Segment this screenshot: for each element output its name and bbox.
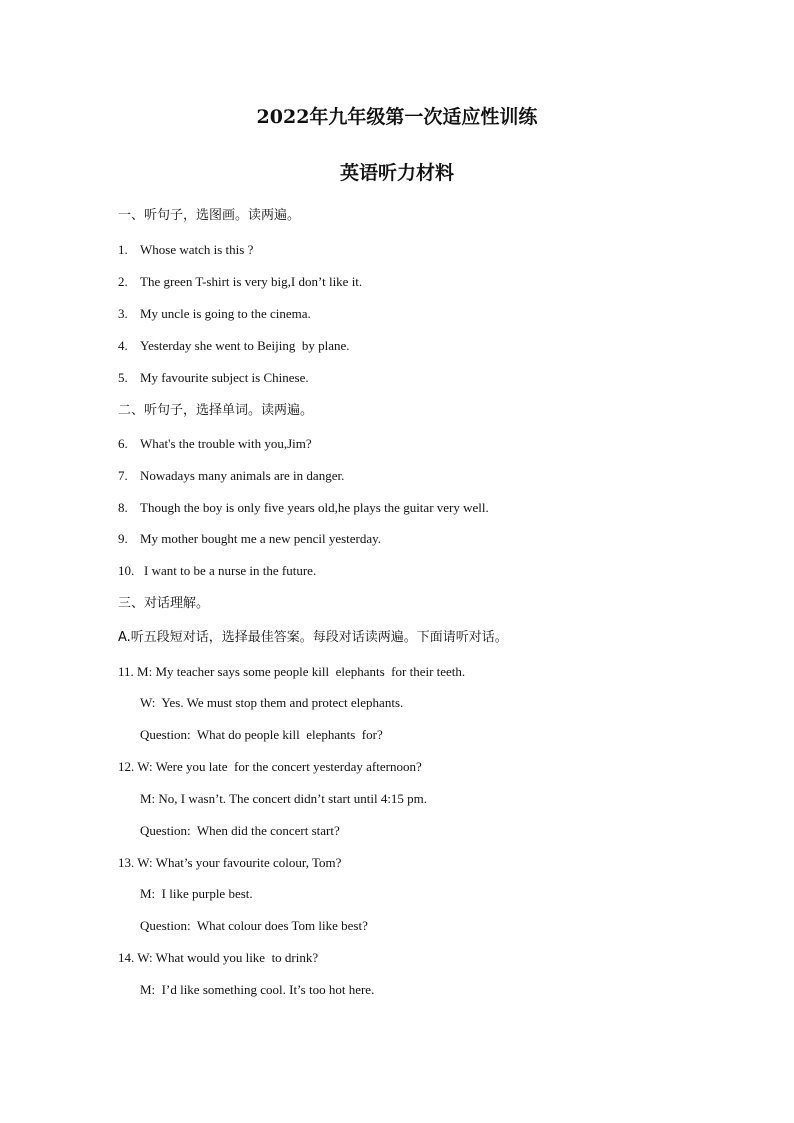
item-number: 3.: [118, 306, 128, 321]
list-item: [118, 370, 309, 386]
item-number: 6.: [118, 436, 128, 451]
item-text: My uncle is going to the cinema.: [140, 306, 311, 321]
dialogue-line: 12. W: Were you late for the concert yesterday afternoon?: [118, 759, 422, 774]
item-number: 1.: [118, 242, 128, 257]
item-number: 4.: [118, 338, 128, 353]
section-heading: 三、对话理解。: [118, 596, 210, 611]
item-text: My mother bought me a new pencil yesterday.: [140, 531, 382, 546]
item-number: 10.: [118, 563, 135, 578]
section-heading: 一、听句子，选图画。读两遍。: [118, 208, 301, 223]
item-text: Yesterday she went to Beijing by plane.: [140, 338, 350, 353]
list-item: [118, 274, 362, 290]
list-item: [118, 531, 381, 547]
dialogue-line: 13. W: What’s your favourite colour, Tom?: [118, 855, 342, 870]
item-text: Though the boy is only five years old,he plays the guitar very well.: [140, 500, 489, 515]
list-item: [118, 436, 312, 452]
section-instruction: A.听五段短对话，选择最佳答案。每段对话读两遍。下面请听对话。: [118, 630, 508, 645]
dialogue-question: Question: When did the concert start?: [140, 823, 340, 838]
item-text: I want to be a nurse in the future.: [144, 563, 317, 578]
page-subtitle: 英语听力材料: [339, 162, 454, 184]
dialogue-line: M: No, I wasn’t. The concert didn’t start until 4:15 pm.: [140, 791, 428, 806]
list-item: [118, 500, 489, 516]
dialogue-line: 14. W: What would you like to drink?: [118, 950, 319, 965]
list-item: [118, 468, 344, 484]
item-number: 2.: [118, 274, 128, 289]
dialogue-question: Question: What colour does Tom like best?: [140, 918, 368, 933]
section-heading: 二、听句子，选择单词。读两遍。: [118, 403, 314, 418]
list-item: [118, 306, 311, 322]
dialogue-line: W: Yes. We must stop them and protect elephants.: [140, 695, 404, 710]
list-item: [118, 242, 253, 258]
list-item: [118, 563, 316, 579]
dialogue-question: Question: What do people kill elephants for?: [140, 727, 383, 742]
item-number: 8.: [118, 500, 128, 515]
list-item: [118, 338, 350, 354]
dialogue-line: 11. M: My teacher says some people kill elephants for their teeth.: [118, 664, 466, 679]
item-number: 9.: [118, 531, 128, 546]
item-text: The green T-shirt is very big,I don’t like it.: [140, 274, 363, 289]
item-number: 7.: [118, 468, 128, 483]
item-text: Nowadays many animals are in danger.: [140, 468, 345, 483]
page-title: 2022年九年级第一次适应性训练: [256, 106, 538, 128]
item-number: 5.: [118, 370, 128, 385]
item-text: My favourite subject is Chinese.: [140, 370, 309, 385]
dialogue-line: M: I like purple best.: [140, 886, 253, 901]
dialogue-line: M: I’d like something cool. It’s too hot here.: [140, 982, 375, 997]
item-text: Whose watch is this ?: [140, 242, 254, 257]
item-text: What's the trouble with you,Jim?: [140, 436, 312, 451]
